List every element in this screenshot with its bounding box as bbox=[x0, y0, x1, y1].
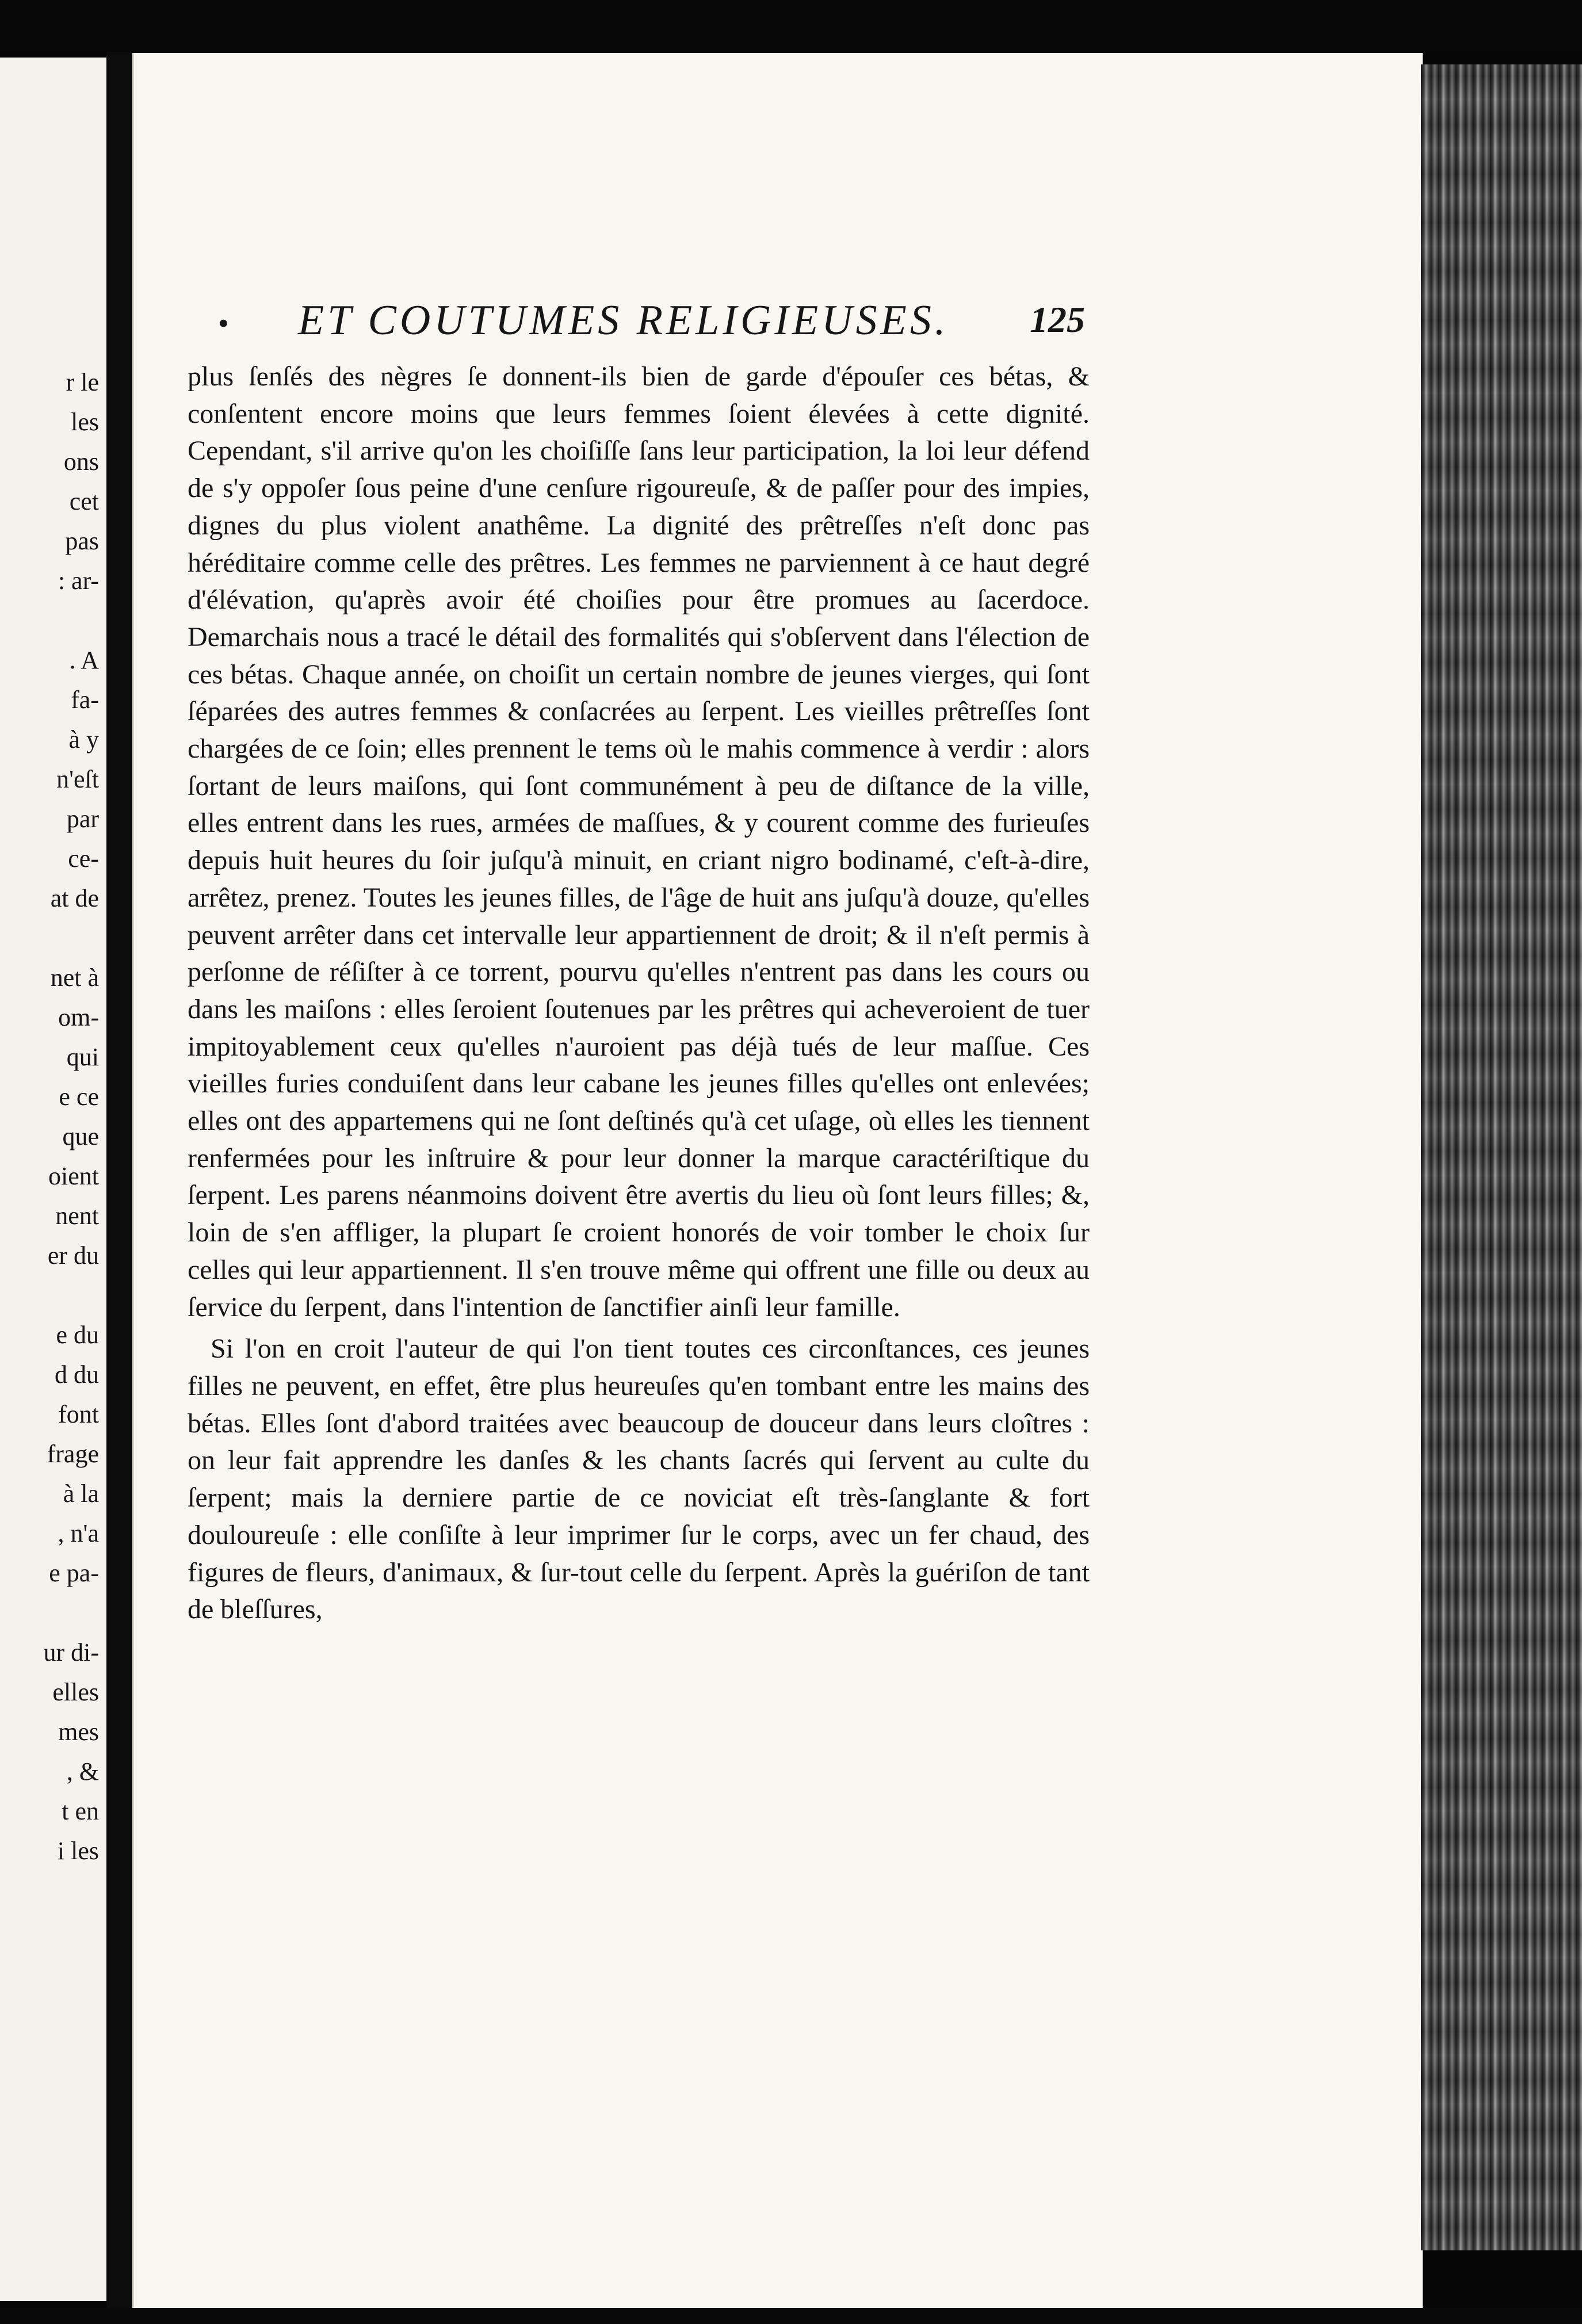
running-head-title: ET COUTUMES RELIGIEUSES. bbox=[298, 297, 949, 344]
facing-page-line: : ar- bbox=[58, 567, 99, 595]
facing-page-line: à la bbox=[63, 1480, 99, 1508]
facing-page-line: net à bbox=[50, 964, 99, 992]
facing-page-line: mes bbox=[58, 1718, 99, 1746]
facing-page-line: e du bbox=[56, 1321, 99, 1349]
facing-page-line: elles bbox=[52, 1678, 99, 1706]
facing-page-line: à y bbox=[68, 725, 99, 754]
facing-page-line: qui bbox=[66, 1043, 99, 1071]
facing-page-line: les bbox=[71, 408, 99, 436]
facing-page-line: que bbox=[62, 1122, 99, 1150]
scan-top-border bbox=[0, 0, 1582, 51]
facing-page-fragment bbox=[0, 58, 106, 2301]
facing-page-line: pas bbox=[65, 527, 99, 555]
facing-page-line: e ce bbox=[59, 1083, 99, 1111]
facing-page-line: n'eſt bbox=[56, 765, 99, 793]
facing-page-line: , & bbox=[66, 1757, 99, 1786]
facing-page-line: d du bbox=[55, 1360, 99, 1389]
page-number: 125 bbox=[1030, 299, 1085, 340]
facing-page-line bbox=[0, 918, 99, 958]
facing-page-line: r le bbox=[66, 368, 99, 396]
facing-page-line: frage bbox=[47, 1440, 99, 1468]
facing-page-line bbox=[0, 601, 99, 640]
running-head bbox=[219, 296, 1105, 348]
body-text bbox=[188, 358, 1090, 1629]
facing-page-line: . A bbox=[69, 646, 99, 674]
facing-page-line-ends bbox=[0, 362, 99, 1871]
facing-page-line: er du bbox=[47, 1241, 99, 1270]
facing-page-line bbox=[0, 1275, 99, 1315]
facing-page-line: cet bbox=[69, 487, 99, 515]
paragraph: plus ſenſés des nègres ſe donnent-ils bien de garde d'épouſer ces bétas, & conſentent encore moins que leurs femmes ſoient élevées à cette dignité. Cependant, s'il arrive qu'on les choiſiſſe ſans leur participation, la loi leur défend de s'y oppoſer ſous peine d'une cenſure rigoureuſe, & de paſſer pour des impies, dignes du plus violent anathême. La dignité des prêtreſſes n'eſt donc pas héréditaire comme celle des prêtres. Les femmes ne parviennent à ce haut degré d'élévation, qu'après avoir été choiſies pour être promues au ſacerdoce. Demarchais nous a tracé le détail des formalités qui s'obſervent dans l'élection de ces bétas. Chaque année, on choiſit un certain nombre de jeunes vierges, qui ſont ſéparées des autres femmes & conſacrées au ſerpent. Les vieilles prêtreſſes ſont chargées de ce ſoin; elles prennent le tems où le mahis commence à verdir : alors ſortant de leurs maiſons, qui ſont communément à peu de diſtance de la ville, elles entrent dans les rues, armées de maſſues, & y courent comme des furieuſes depuis huit heures du ſoir juſqu'à minuit, en criant nigro bodinamé, c'eſt-à-dire, arrêtez, prenez. Toutes les jeunes filles, de l'âge de huit ans juſqu'à douze, qu'elles peuvent arrêter dans cet intervalle leur appartiennent de droit; & il n'eſt permis à perſonne de réſiſter à ce torrent, pourvu qu'elles n'entrent pas dans les cours ou dans les maiſons : elles ſeroient ſoutenues par les prêtres qui acheveroient de tuer impitoyablement ceux qu'elles n'auroient pas déjà tués de leur maſſue. Ces vieilles furies conduiſent dans leur cabane les jeunes filles qu'elles ont enlevées; elles ont des appartemens qui ne ſont deſtinés qu'à cet uſage, où elles les tiennent renfermées pour les inſtruire & pour leur donner la marque caractériſtique du ſerpent. Les parens néanmoins doivent être avertis du lieu où ſont leurs filles; &, loin de s'en affliger, la plupart ſe croient honorés de voir tomber le choix ſur celles qui leur appartiennent. Il s'en trouve même qui offrent une fille ou deux au ſervice du ſerpent, dans l'intention de ſanctifier ainſi leur famille. bbox=[188, 361, 1090, 1322]
book-gutter bbox=[106, 52, 132, 2312]
facing-page-line: par bbox=[66, 805, 99, 833]
paragraph: Si l'on en croit l'auteur de qui l'on tient toutes ces circonſtances, ces jeunes filles ne peuvent, en effet, être plus heureuſes qu'en tombant entre les mains des bétas. Elles ſont d'abord traitées avec beaucoup de douceur dans leurs cloîtres : on leur fait apprendre les danſes & les chants ſacrés qui ſervent au culte du ſerpent; mais la derniere partie de ce noviciat eſt très-ſanglante & fort douloureuſe : elle conſiſte à leur imprimer ſur le corps, avec un fer chaud, des figures de fleurs, d'animaux, & ſur-tout celle du ſerpent. Après la guériſon de tant de bleſſures, bbox=[188, 1333, 1090, 1625]
facing-page-line: ons bbox=[63, 448, 99, 476]
facing-page-line: t en bbox=[62, 1797, 99, 1825]
facing-page-line: , n'a bbox=[58, 1519, 99, 1547]
facing-page-line: at de bbox=[50, 884, 99, 912]
page-edge-stack bbox=[1421, 64, 1582, 2250]
head-ornament: • bbox=[219, 308, 228, 339]
scan-bottom-border bbox=[0, 2308, 1582, 2324]
facing-page-line: e pa- bbox=[49, 1559, 99, 1587]
facing-page-line: nent bbox=[55, 1202, 99, 1230]
facing-page-line: fa- bbox=[71, 686, 99, 714]
facing-page-line: om- bbox=[58, 1003, 99, 1031]
facing-page-line: ce- bbox=[68, 844, 99, 873]
facing-page-line: oient bbox=[48, 1162, 99, 1190]
facing-page-line: ur di- bbox=[43, 1638, 99, 1666]
facing-page-line bbox=[0, 1593, 99, 1633]
facing-page-line: i les bbox=[57, 1837, 99, 1865]
facing-page-line: font bbox=[58, 1400, 99, 1428]
